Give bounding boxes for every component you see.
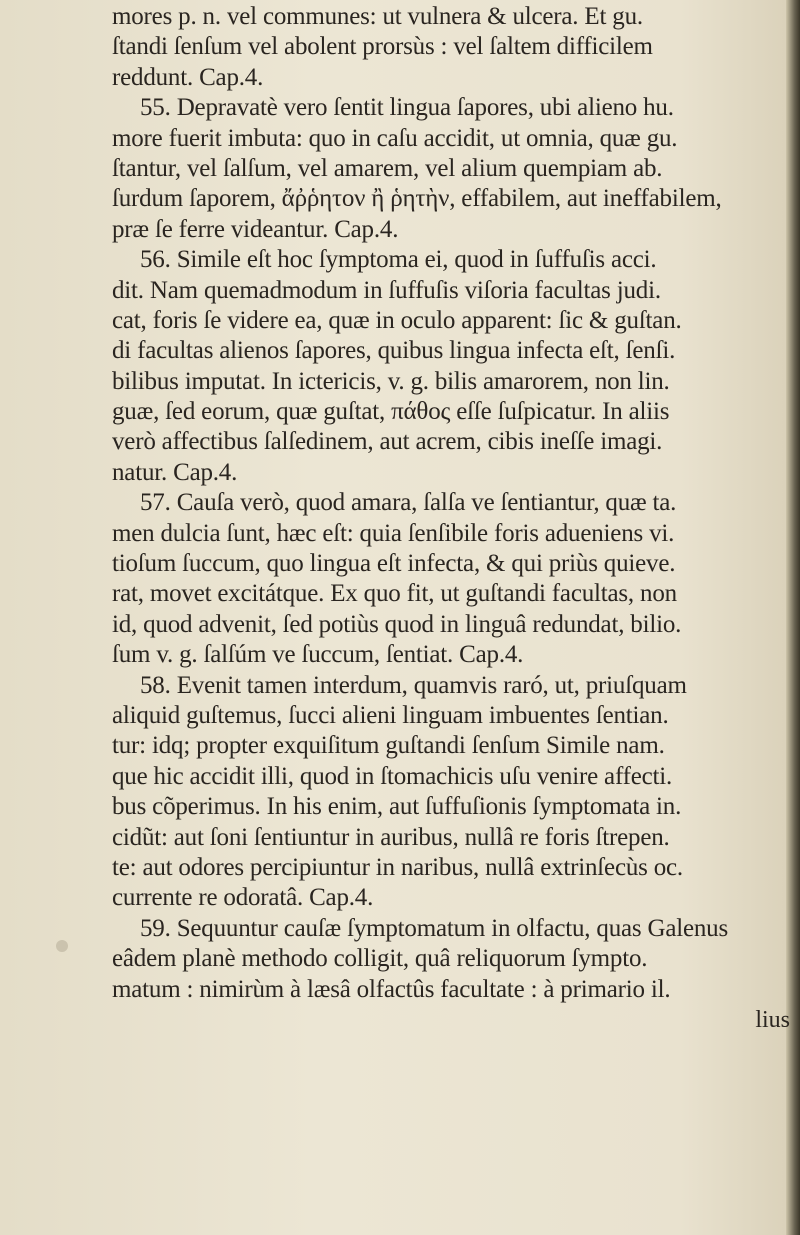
text-line: id, quod advenit, ſed potiùs quod in linguâ redundat, bilio. [112,610,682,638]
text-line: guæ, ſed eorum, quæ guſtat, πάθος eſſe ſuſpicatur. In aliis [112,398,670,426]
text-line: dit. Nam quemadmodum in ſuffuſis viſoria facultas judi. [112,276,661,304]
text-line: rat, movet excitátque. Ex quo fit, ut guſtandi facultas, non [112,580,677,608]
text-line: ſum v. g. ſalſúm ve ſuccum, ſentiat. Cap.4. [112,641,524,669]
text-line: verò affectibus ſalſedinem, aut acrem, cibis ineſſe imagi. [112,428,663,456]
text-line: que hic accidit illi, quod in ſtomachicis uſu venire affecti. [112,762,673,790]
text-line: ſurdum ſaporem, ἄῤῥητον ἢ ῥητὴν, effabilem, aut ineffabilem, [112,185,722,213]
text-line: tioſum ſuccum, quo lingua eſt infecta, & qui priùs quieve. [112,550,676,578]
text-line: cat, foris ſe videre ea, quæ in oculo apparent: ſic & guſtan. [112,306,682,334]
text-line: cidũt: aut ſoni ſentiuntur in auribus, nullâ re foris ſtrepen. [112,823,670,851]
text-line: aliquid guſtemus, ſucci alieni linguam imbuentes ſentian. [112,701,669,729]
text-line: natur. Cap.4. [112,458,238,486]
text-line: mores p. n. vel communes: ut vulnera & ulcera. Et gu. [112,3,643,30]
catchword: lius [755,1006,790,1033]
text-line: matum : nimirùm à læsâ olfactûs facultate : à primario il. [112,975,671,1003]
ink-blot [56,940,68,952]
text-line: men dulcia ſunt, hæc eſt: quia ſenſibile foris adueniens vi. [112,519,675,547]
text-line: ſtandi ſenſum vel abolent prorsùs : vel ſaltem difficilem [112,33,653,61]
text-line: currente re odoratâ. Cap.4. [112,884,374,912]
text-line: bilibus imputat. In ictericis, v. g. bilis amarorem, non lin. [112,367,670,395]
text-line: more fuerit imbuta: quo in caſu accidit, ut omnia, quæ gu. [112,124,678,152]
text-line: te: aut odores percipiuntur in naribus, nullâ extrinſecùs oc. [112,853,683,881]
text-line: præ ſe ferre videantur. Cap.4. [112,215,399,243]
text-block [112,2,792,1035]
text-line: 56. Simile eſt hoc ſymptoma ei, quod in ſuffuſis acci. [140,246,657,274]
text-line: 59. Sequuntur cauſæ ſymptomatum in olfactu, quas Galenus [140,914,729,942]
text-line: 57. Cauſa verò, quod amara, ſalſa ve ſentiantur, quæ ta. [140,489,677,517]
text-line: tur: idq; propter exquiſitum guſtandi ſenſum Simile nam. [112,732,665,760]
text-line: reddunt. Cap.4. [112,63,264,91]
text-line: eâdem planè methodo colligit, quâ reliquorum ſympto. [112,945,648,973]
text-line: 58. Evenit tamen interdum, quamvis raró, ut, priuſquam [140,671,687,699]
text-line: bus cõperimus. In his enim, aut ſuffuſionis ſymptomata in. [112,793,682,821]
text-line: di facultas alienos ſapores, quibus lingua infecta eſt, ſenſi. [112,337,676,365]
text-line: 55. Depravatè vero ſentit lingua ſapores, ubi alieno hu. [140,94,674,122]
text-line: ſtantur, vel ſalſum, vel amarem, vel alium quempiam ab. [112,154,663,182]
